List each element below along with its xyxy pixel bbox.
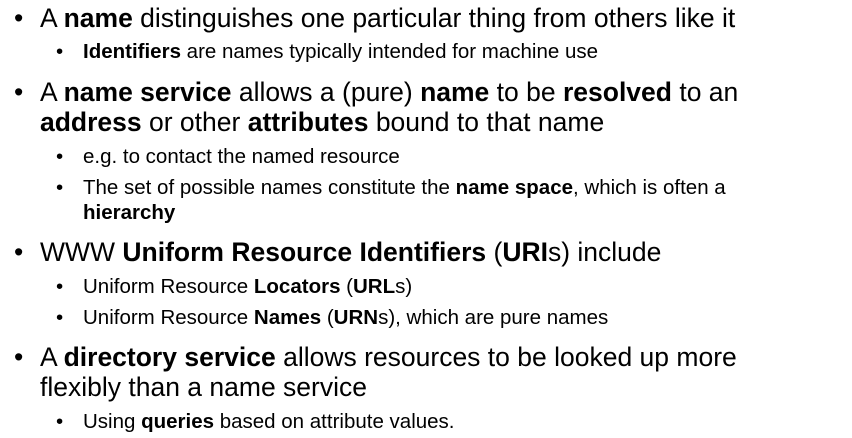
sub-bullet-urns: [56, 305, 843, 330]
sub-bullet-queries: [56, 409, 843, 434]
sub-bullet-name-space: [56, 175, 843, 225]
bullet-icon: •: [56, 176, 64, 199]
sub-bullet-text: e.g. to contact the named resource: [83, 145, 400, 168]
bullet-icon: •: [56, 275, 64, 298]
sub-bullet-text: The set of possible names constitute the name space, which is often a hierarchy: [83, 176, 726, 224]
bullet-icon: •: [56, 40, 64, 63]
sub-bullet-text: Identifiers are names typically intended for machine use: [83, 40, 599, 63]
sub-bullet-text: Uniform Resource Names (URNs), which are pure names: [83, 306, 609, 329]
bullet-icon: •: [56, 306, 64, 329]
sub-bullet-urls: [56, 274, 843, 299]
sub-bullet-contact: [56, 144, 843, 169]
bullet-uri: [14, 237, 830, 267]
bullet-text: WWW Uniform Resource Identifiers (URIs) include: [40, 237, 662, 267]
bullet-text: A directory service allows resources to be looked up more flexibly than a name service: [40, 342, 737, 402]
bullet-icon: •: [14, 77, 24, 107]
bullet-directory-service: [14, 342, 830, 402]
bullet-icon: •: [14, 342, 24, 372]
bullet-name: [14, 3, 830, 33]
sub-bullet-identifiers: [56, 39, 843, 64]
bullet-icon: •: [14, 237, 24, 267]
bullet-icon: •: [56, 410, 64, 433]
sub-bullet-text: Uniform Resource Locators (URLs): [83, 275, 413, 298]
bullet-icon: •: [56, 145, 64, 168]
bullet-icon: •: [14, 3, 24, 33]
bullet-text: A name distinguishes one particular thing from others like it: [40, 3, 736, 33]
bullet-text: A name service allows a (pure) name to be resolved to an address or other attributes bound to that name: [40, 77, 739, 137]
bullet-name-service: [14, 77, 830, 137]
sub-bullet-text: Using queries based on attribute values.: [83, 410, 455, 433]
